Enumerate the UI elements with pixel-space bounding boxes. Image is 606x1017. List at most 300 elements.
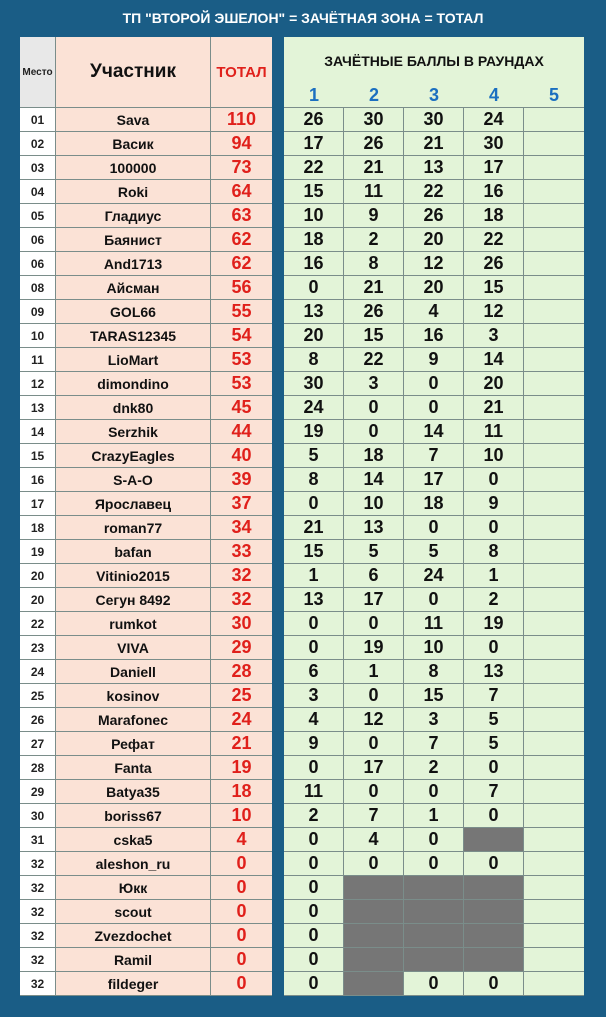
rounds-row [284, 276, 584, 300]
place-cell: 02 [20, 132, 56, 155]
round-score-1: 16 [284, 252, 344, 275]
round-score-4: 0 [464, 756, 524, 779]
rounds-row [284, 372, 584, 396]
rounds-row [284, 924, 584, 948]
round-score-1: 4 [284, 708, 344, 731]
round-score-5 [524, 300, 584, 323]
rounds-row [284, 804, 584, 828]
participant-name: And1713 [56, 252, 211, 275]
round-score-2: 7 [344, 804, 404, 827]
place-cell: 18 [20, 516, 56, 539]
round-score-2: 8 [344, 252, 404, 275]
total-score: 28 [211, 660, 272, 683]
empty-round-cell [464, 924, 524, 947]
round-score-3: 9 [404, 348, 464, 371]
place-cell: 20 [20, 564, 56, 587]
round-score-2: 6 [344, 564, 404, 587]
table-row [20, 708, 272, 732]
round-score-1: 1 [284, 564, 344, 587]
round-score-1: 5 [284, 444, 344, 467]
participant-name: VIVA [56, 636, 211, 659]
table-row [20, 900, 272, 924]
round-score-2: 0 [344, 612, 404, 635]
place-cell: 24 [20, 660, 56, 683]
round-score-2: 18 [344, 444, 404, 467]
place-cell: 28 [20, 756, 56, 779]
round-score-4: 16 [464, 180, 524, 203]
round-score-3: 4 [404, 300, 464, 323]
round-score-4: 15 [464, 276, 524, 299]
table-row [20, 156, 272, 180]
round-score-1: 0 [284, 972, 344, 995]
empty-round-cell [404, 900, 464, 923]
table-row [20, 588, 272, 612]
empty-round-cell [464, 828, 524, 851]
round-score-5 [524, 204, 584, 227]
participant-name: GOL66 [56, 300, 211, 323]
round-score-2: 0 [344, 852, 404, 875]
round-score-3: 0 [404, 396, 464, 419]
rounds-row [284, 900, 584, 924]
round-score-3: 3 [404, 708, 464, 731]
rounds-row [284, 564, 584, 588]
round-score-4: 20 [464, 372, 524, 395]
participant-name: 100000 [56, 156, 211, 179]
round-score-3: 20 [404, 276, 464, 299]
place-cell: 10 [20, 324, 56, 347]
round-score-2: 12 [344, 708, 404, 731]
participant-name: Васик [56, 132, 211, 155]
participant-name: bafan [56, 540, 211, 563]
round-score-5 [524, 540, 584, 563]
round-score-5 [524, 900, 584, 923]
total-score: 39 [211, 468, 272, 491]
rounds-row [284, 252, 584, 276]
total-score: 34 [211, 516, 272, 539]
round-score-4: 8 [464, 540, 524, 563]
participant-name: TARAS12345 [56, 324, 211, 347]
round-score-3: 26 [404, 204, 464, 227]
place-cell: 16 [20, 468, 56, 491]
round-score-1: 20 [284, 324, 344, 347]
round-score-1: 11 [284, 780, 344, 803]
total-score: 54 [211, 324, 272, 347]
participant-name: Гладиус [56, 204, 211, 227]
round-score-3: 12 [404, 252, 464, 275]
total-score: 44 [211, 420, 272, 443]
place-cell: 05 [20, 204, 56, 227]
round-score-3: 17 [404, 468, 464, 491]
round-score-4: 0 [464, 516, 524, 539]
rounds-row [284, 732, 584, 756]
total-score: 63 [211, 204, 272, 227]
round-score-5 [524, 756, 584, 779]
round-score-2: 1 [344, 660, 404, 683]
round-score-3: 0 [404, 852, 464, 875]
round-score-5 [524, 276, 584, 299]
table-row [20, 972, 272, 996]
round-score-4: 9 [464, 492, 524, 515]
round-score-2: 0 [344, 420, 404, 443]
participant-name: rumkot [56, 612, 211, 635]
round-score-5 [524, 972, 584, 995]
round-score-3: 22 [404, 180, 464, 203]
round-score-1: 0 [284, 756, 344, 779]
round-score-4: 24 [464, 108, 524, 131]
participant-name: scout [56, 900, 211, 923]
round-score-1: 0 [284, 852, 344, 875]
place-cell: 31 [20, 828, 56, 851]
rounds-row [284, 300, 584, 324]
round-score-4: 5 [464, 732, 524, 755]
rounds-row [284, 972, 584, 996]
empty-round-cell [344, 876, 404, 899]
total-score: 32 [211, 588, 272, 611]
round-score-2: 5 [344, 540, 404, 563]
round-score-5 [524, 396, 584, 419]
table-row [20, 684, 272, 708]
rounds-row [284, 852, 584, 876]
table-row [20, 276, 272, 300]
round-score-3: 13 [404, 156, 464, 179]
rounds-row [284, 708, 584, 732]
standings-table [20, 37, 272, 996]
round-score-3: 20 [404, 228, 464, 251]
participant-name: Serzhik [56, 420, 211, 443]
place-cell: 32 [20, 972, 56, 995]
rounds-row [284, 108, 584, 132]
round-score-5 [524, 156, 584, 179]
round-score-4: 18 [464, 204, 524, 227]
round-score-3: 10 [404, 636, 464, 659]
rounds-row [284, 444, 584, 468]
table-row [20, 636, 272, 660]
round-score-3: 7 [404, 444, 464, 467]
round-score-1: 18 [284, 228, 344, 251]
total-score: 40 [211, 444, 272, 467]
round-score-4: 7 [464, 780, 524, 803]
rounds-row [284, 828, 584, 852]
round-score-1: 17 [284, 132, 344, 155]
total-score: 94 [211, 132, 272, 155]
table-row [20, 732, 272, 756]
round-score-1: 30 [284, 372, 344, 395]
total-score: 45 [211, 396, 272, 419]
place-cell: 06 [20, 252, 56, 275]
empty-round-cell [344, 972, 404, 995]
rounds-row [284, 612, 584, 636]
rounds-row [284, 348, 584, 372]
table-row [20, 924, 272, 948]
participant-name: Daniell [56, 660, 211, 683]
round-score-1: 8 [284, 348, 344, 371]
total-score: 64 [211, 180, 272, 203]
total-score: 30 [211, 612, 272, 635]
round-score-2: 21 [344, 156, 404, 179]
place-cell: 08 [20, 276, 56, 299]
round-score-3: 15 [404, 684, 464, 707]
table-row [20, 324, 272, 348]
place-cell: 04 [20, 180, 56, 203]
total-score: 62 [211, 228, 272, 251]
rounds-row [284, 180, 584, 204]
empty-round-cell [404, 924, 464, 947]
round-score-5 [524, 636, 584, 659]
participant-name: Roki [56, 180, 211, 203]
round-score-5 [524, 324, 584, 347]
table-row [20, 852, 272, 876]
total-score: 4 [211, 828, 272, 851]
total-score: 0 [211, 972, 272, 995]
round-score-2: 0 [344, 780, 404, 803]
rounds-row [284, 948, 584, 972]
table-row [20, 660, 272, 684]
round-score-4: 10 [464, 444, 524, 467]
page-title: ТП "ВТОРОЙ ЭШЕЛОН" = ЗАЧЁТНАЯ ЗОНА = ТОТАЛ [122, 10, 484, 26]
table-row [20, 804, 272, 828]
table-row [20, 180, 272, 204]
round-score-5 [524, 684, 584, 707]
total-score: 37 [211, 492, 272, 515]
table-header [20, 37, 272, 108]
round-score-3: 0 [404, 972, 464, 995]
round-score-2: 14 [344, 468, 404, 491]
table-row [20, 468, 272, 492]
round-score-5 [524, 132, 584, 155]
round-score-2: 26 [344, 300, 404, 323]
table-row [20, 828, 272, 852]
round-label-3: 3 [428, 85, 439, 105]
round-score-4: 2 [464, 588, 524, 611]
round-score-1: 19 [284, 420, 344, 443]
participant-name: Fanta [56, 756, 211, 779]
round-score-5 [524, 948, 584, 971]
round-score-1: 6 [284, 660, 344, 683]
total-score: 0 [211, 876, 272, 899]
round-score-3: 0 [404, 516, 464, 539]
round-score-4: 7 [464, 684, 524, 707]
participant-name: Сегун 8492 [56, 588, 211, 611]
round-score-2: 30 [344, 108, 404, 131]
participant-name: Рефат [56, 732, 211, 755]
place-cell: 15 [20, 444, 56, 467]
empty-round-cell [344, 900, 404, 923]
round-score-2: 0 [344, 684, 404, 707]
round-score-5 [524, 732, 584, 755]
round-score-2: 3 [344, 372, 404, 395]
table-row [20, 252, 272, 276]
name-header: Участник [56, 37, 211, 107]
participant-name: CrazyEagles [56, 444, 211, 467]
empty-round-cell [464, 900, 524, 923]
round-score-1: 0 [284, 276, 344, 299]
total-score: 25 [211, 684, 272, 707]
table-row [20, 444, 272, 468]
round-label-4: 4 [488, 85, 499, 105]
round-score-2: 4 [344, 828, 404, 851]
table-row [20, 420, 272, 444]
place-cell: 22 [20, 612, 56, 635]
place-cell: 29 [20, 780, 56, 803]
participant-name: S-A-O [56, 468, 211, 491]
participant-name: LioMart [56, 348, 211, 371]
round-score-3: 1 [404, 804, 464, 827]
empty-round-cell [344, 924, 404, 947]
total-score: 110 [211, 108, 272, 131]
participant-name: dnk80 [56, 396, 211, 419]
place-cell: 06 [20, 228, 56, 251]
table-row [20, 612, 272, 636]
round-score-5 [524, 228, 584, 251]
round-score-4: 11 [464, 420, 524, 443]
table-row [20, 348, 272, 372]
round-score-5 [524, 564, 584, 587]
rounds-row [284, 396, 584, 420]
round-score-3: 0 [404, 372, 464, 395]
round-score-4: 5 [464, 708, 524, 731]
round-score-5 [524, 708, 584, 731]
place-cell: 32 [20, 852, 56, 875]
place-cell: 20 [20, 588, 56, 611]
round-score-5 [524, 876, 584, 899]
round-score-3: 14 [404, 420, 464, 443]
total-score: 53 [211, 348, 272, 371]
rounds-row [284, 156, 584, 180]
table-row [20, 516, 272, 540]
round-score-1: 3 [284, 684, 344, 707]
round-score-1: 21 [284, 516, 344, 539]
total-header: ТОТАЛ [211, 37, 272, 107]
rounds-row [284, 516, 584, 540]
round-score-2: 17 [344, 756, 404, 779]
place-cell: 32 [20, 924, 56, 947]
place-cell: 11 [20, 348, 56, 371]
round-score-2: 17 [344, 588, 404, 611]
round-score-5 [524, 516, 584, 539]
round-score-1: 22 [284, 156, 344, 179]
rounds-row [284, 876, 584, 900]
round-score-5 [524, 468, 584, 491]
round-score-5 [524, 348, 584, 371]
round-score-3: 2 [404, 756, 464, 779]
table-row [20, 780, 272, 804]
round-score-1: 0 [284, 924, 344, 947]
round-score-3: 18 [404, 492, 464, 515]
round-score-2: 0 [344, 396, 404, 419]
total-score: 19 [211, 756, 272, 779]
table-row [20, 372, 272, 396]
round-score-5 [524, 420, 584, 443]
round-score-4: 19 [464, 612, 524, 635]
table-row [20, 300, 272, 324]
total-score: 0 [211, 924, 272, 947]
rounds-rows [284, 108, 584, 996]
round-score-5 [524, 492, 584, 515]
round-score-1: 8 [284, 468, 344, 491]
participant-name: Batya35 [56, 780, 211, 803]
participant-name: Sava [56, 108, 211, 131]
round-label-2: 2 [368, 85, 379, 105]
total-score: 55 [211, 300, 272, 323]
total-score: 29 [211, 636, 272, 659]
rounds-table [284, 37, 584, 996]
round-score-2: 9 [344, 204, 404, 227]
round-score-3: 30 [404, 108, 464, 131]
round-score-1: 13 [284, 588, 344, 611]
round-score-3: 21 [404, 132, 464, 155]
participant-name: Ramil [56, 948, 211, 971]
round-score-5 [524, 444, 584, 467]
participant-name: Zvezdochet [56, 924, 211, 947]
rounds-title: ЗАЧЁТНЫЕ БАЛЛЫ В РАУНДАХ [324, 52, 544, 69]
participant-name: kosinov [56, 684, 211, 707]
round-score-1: 15 [284, 180, 344, 203]
round-score-4: 1 [464, 564, 524, 587]
round-score-2: 0 [344, 732, 404, 755]
place-cell: 01 [20, 108, 56, 131]
standings-rows [20, 108, 272, 996]
round-score-3: 0 [404, 780, 464, 803]
round-score-2: 13 [344, 516, 404, 539]
round-score-1: 0 [284, 492, 344, 515]
participant-name: Marafonec [56, 708, 211, 731]
rounds-row [284, 660, 584, 684]
round-score-4: 3 [464, 324, 524, 347]
place-cell: 13 [20, 396, 56, 419]
rounds-row [284, 756, 584, 780]
participant-name: Юкк [56, 876, 211, 899]
round-score-4: 17 [464, 156, 524, 179]
round-score-5 [524, 252, 584, 275]
place-header: Место [20, 37, 56, 107]
round-score-5 [524, 804, 584, 827]
round-score-1: 0 [284, 948, 344, 971]
participant-name: cska5 [56, 828, 211, 851]
round-score-4: 0 [464, 468, 524, 491]
total-score: 73 [211, 156, 272, 179]
total-score: 33 [211, 540, 272, 563]
round-score-5 [524, 828, 584, 851]
participant-name: boriss67 [56, 804, 211, 827]
place-cell: 32 [20, 948, 56, 971]
round-score-1: 2 [284, 804, 344, 827]
rounds-row [284, 132, 584, 156]
place-cell: 12 [20, 372, 56, 395]
round-score-5 [524, 924, 584, 947]
participant-name: roman77 [56, 516, 211, 539]
round-score-4: 30 [464, 132, 524, 155]
round-score-5 [524, 660, 584, 683]
round-score-3: 7 [404, 732, 464, 755]
table-row [20, 396, 272, 420]
round-score-5 [524, 780, 584, 803]
total-score: 32 [211, 564, 272, 587]
table-row [20, 132, 272, 156]
participant-name: Баянист [56, 228, 211, 251]
table-row [20, 564, 272, 588]
round-score-5 [524, 852, 584, 875]
participant-name: dimondino [56, 372, 211, 395]
table-row [20, 756, 272, 780]
round-score-1: 0 [284, 636, 344, 659]
round-score-1: 24 [284, 396, 344, 419]
empty-round-cell [464, 948, 524, 971]
empty-round-cell [404, 876, 464, 899]
place-cell: 32 [20, 900, 56, 923]
participant-name: fildeger [56, 972, 211, 995]
rounds-row [284, 228, 584, 252]
round-score-4: 14 [464, 348, 524, 371]
